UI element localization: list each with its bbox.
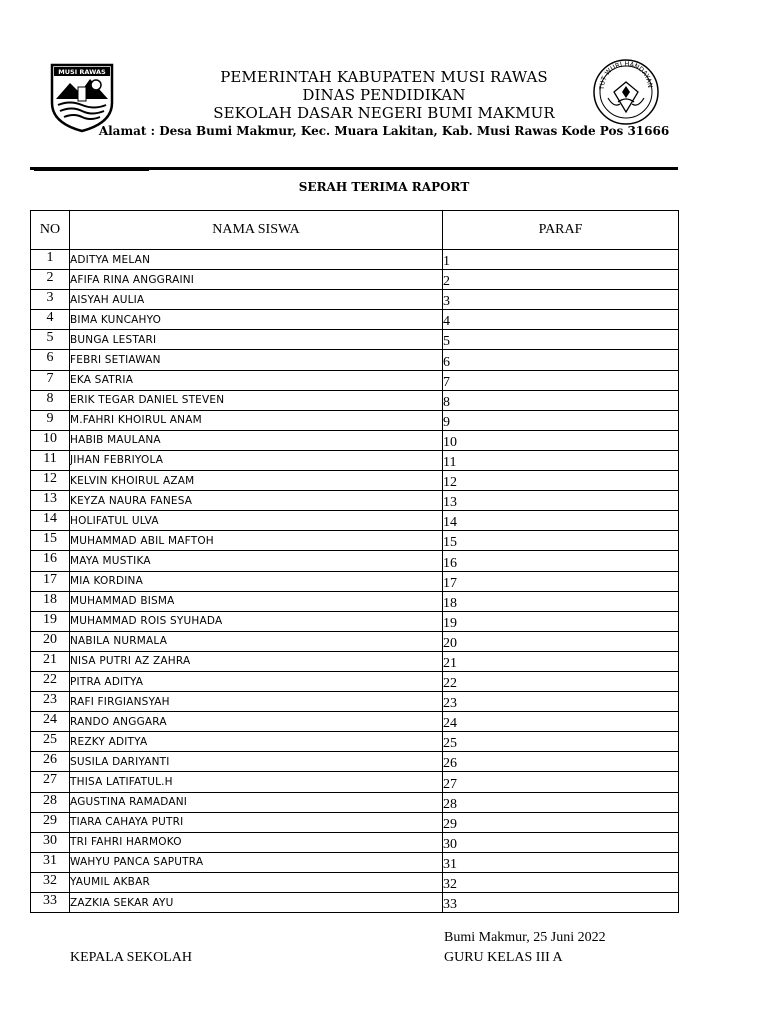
- student-name-cell: ERIK TEGAR DANIEL STEVEN: [70, 390, 443, 410]
- student-name-cell: SUSILA DARIYANTI: [70, 752, 443, 772]
- student-name-cell: WAHYU PANCA SAPUTRA: [70, 852, 443, 872]
- row-number-cell: 15: [31, 531, 70, 551]
- school-title: SEKOLAH DASAR NEGERI BUMI MAKMUR: [213, 104, 555, 122]
- government-title: PEMERINTAH KABUPATEN MUSI RAWAS: [220, 68, 548, 86]
- table-row: [31, 752, 679, 772]
- table-row: [31, 852, 679, 872]
- table-row: [31, 290, 679, 310]
- signature-cell: 21: [443, 651, 679, 671]
- signature-cell: 3: [443, 290, 679, 310]
- row-number-cell: 2: [31, 270, 70, 290]
- signature-cell: 6: [443, 350, 679, 370]
- student-name-cell: ZAZKIA SEKAR AYU: [70, 893, 443, 913]
- student-name-cell: NABILA NURMALA: [70, 631, 443, 651]
- row-number-cell: 4: [31, 310, 70, 330]
- table-row: [31, 511, 679, 531]
- table-row: [31, 410, 679, 430]
- signature-cell: 30: [443, 832, 679, 852]
- row-number-cell: 13: [31, 491, 70, 511]
- student-name-cell: KEYZA NAURA FANESA: [70, 491, 443, 511]
- row-number-cell: 24: [31, 712, 70, 732]
- student-name-cell: AFIFA RINA ANGGRAINI: [70, 270, 443, 290]
- signature-cell: 27: [443, 772, 679, 792]
- signature-cell: 17: [443, 571, 679, 591]
- student-roster-table: [30, 210, 679, 913]
- row-number-cell: 30: [31, 832, 70, 852]
- row-number-cell: 27: [31, 772, 70, 792]
- signature-cell: 29: [443, 812, 679, 832]
- table-row: [31, 450, 679, 470]
- student-name-cell: MUHAMMAD BISMA: [70, 591, 443, 611]
- table-row: [31, 551, 679, 571]
- table-row: [31, 631, 679, 651]
- signature-cell: 31: [443, 852, 679, 872]
- table-row: [31, 611, 679, 631]
- signature-cell: 10: [443, 430, 679, 450]
- row-number-cell: 6: [31, 350, 70, 370]
- row-number-cell: 11: [31, 450, 70, 470]
- table-row: [31, 370, 679, 390]
- row-number-cell: 22: [31, 671, 70, 691]
- student-name-cell: MUHAMMAD ROIS SYUHADA: [70, 611, 443, 631]
- student-name-cell: AGUSTINA RAMADANI: [70, 792, 443, 812]
- table-row: [31, 692, 679, 712]
- student-name-cell: NISA PUTRI AZ ZAHRA: [70, 651, 443, 671]
- row-number-cell: 5: [31, 330, 70, 350]
- roster-body: [31, 250, 679, 913]
- table-row: [31, 471, 679, 491]
- row-number-cell: 1: [31, 250, 70, 270]
- row-number-cell: 19: [31, 611, 70, 631]
- student-name-cell: RANDO ANGGARA: [70, 712, 443, 732]
- student-name-cell: BUNGA LESTARI: [70, 330, 443, 350]
- signature-cell: 32: [443, 872, 679, 892]
- student-name-cell: EKA SATRIA: [70, 370, 443, 390]
- signature-cell: 24: [443, 712, 679, 732]
- signature-cell: 12: [443, 471, 679, 491]
- signature-cell: 25: [443, 732, 679, 752]
- signature-cell: 19: [443, 611, 679, 631]
- row-number-cell: 31: [31, 852, 70, 872]
- row-number-cell: 21: [31, 651, 70, 671]
- student-name-cell: M.FAHRI KHOIRUL ANAM: [70, 410, 443, 430]
- signature-cell: 26: [443, 752, 679, 772]
- table-row: [31, 792, 679, 812]
- signature-cell: 5: [443, 330, 679, 350]
- row-number-cell: 33: [31, 893, 70, 913]
- student-name-cell: HABIB MAULANA: [70, 430, 443, 450]
- signature-cell: 18: [443, 591, 679, 611]
- table-row: [31, 651, 679, 671]
- row-number-cell: 20: [31, 631, 70, 651]
- row-number-cell: 3: [31, 290, 70, 310]
- table-row: [31, 671, 679, 691]
- row-number-cell: 9: [31, 410, 70, 430]
- student-name-cell: TIARA CAHAYA PUTRI: [70, 812, 443, 832]
- row-number-cell: 7: [31, 370, 70, 390]
- table-row: [31, 350, 679, 370]
- signature-cell: 9: [443, 410, 679, 430]
- student-name-cell: HOLIFATUL ULVA: [70, 511, 443, 531]
- row-number-cell: 29: [31, 812, 70, 832]
- signature-cell: 28: [443, 792, 679, 812]
- letterhead: [0, 68, 768, 138]
- student-name-cell: REZKY ADITYA: [70, 732, 443, 752]
- student-name-cell: FEBRI SETIAWAN: [70, 350, 443, 370]
- column-header-paraf: PARAF: [443, 211, 679, 250]
- table-row: [31, 893, 679, 913]
- department-title: DINAS PENDIDIKAN: [302, 86, 466, 104]
- signature-cell: 20: [443, 631, 679, 651]
- table-row: [31, 330, 679, 350]
- student-name-cell: RAFI FIRGIANSYAH: [70, 692, 443, 712]
- table-row: [31, 832, 679, 852]
- table-row: [31, 430, 679, 450]
- table-header-row: [31, 211, 679, 250]
- signature-cell: 7: [443, 370, 679, 390]
- school-address: Alamat : Desa Bumi Makmur, Kec. Muara Lakitan, Kab. Musi Rawas Kode Pos 31666: [98, 124, 670, 138]
- column-header-no: NO: [31, 211, 70, 250]
- student-name-cell: BIMA KUNCAHYO: [70, 310, 443, 330]
- student-name-cell: MUHAMMAD ABIL MAFTOH: [70, 531, 443, 551]
- column-header-name: NAMA SISWA: [70, 211, 443, 250]
- table-row: [31, 872, 679, 892]
- table-row: [31, 712, 679, 732]
- row-number-cell: 18: [31, 591, 70, 611]
- signature-cell: 14: [443, 511, 679, 531]
- student-name-cell: MAYA MUSTIKA: [70, 551, 443, 571]
- table-row: [31, 491, 679, 511]
- table-row: [31, 772, 679, 792]
- svg-text:MUSI RAWAS: MUSI RAWAS: [58, 68, 106, 76]
- table-row: [31, 732, 679, 752]
- signature-cell: 2: [443, 270, 679, 290]
- table-row: [31, 812, 679, 832]
- letterhead-divider-accent: [34, 168, 149, 171]
- signature-cell: 4: [443, 310, 679, 330]
- student-name-cell: JIHAN FEBRIYOLA: [70, 450, 443, 470]
- document-title: SERAH TERIMA RAPORT: [298, 180, 470, 194]
- svg-text:TUT WURI HANDAYANI: TUT WURI HANDAYAN: [597, 59, 655, 90]
- row-number-cell: 25: [31, 732, 70, 752]
- signature-cell: 23: [443, 692, 679, 712]
- signature-cell: 33: [443, 893, 679, 913]
- table-row: [31, 531, 679, 551]
- row-number-cell: 16: [31, 551, 70, 571]
- student-name-cell: TRI FAHRI HARMOKO: [70, 832, 443, 852]
- signature-cell: 16: [443, 551, 679, 571]
- signature-cell: 11: [443, 450, 679, 470]
- signature-cell: 1: [443, 250, 679, 270]
- row-number-cell: 26: [31, 752, 70, 772]
- row-number-cell: 14: [31, 511, 70, 531]
- table-row: [31, 390, 679, 410]
- row-number-cell: 32: [31, 872, 70, 892]
- student-name-cell: PITRA ADITYA: [70, 671, 443, 691]
- table-row: [31, 571, 679, 591]
- row-number-cell: 12: [31, 471, 70, 491]
- row-number-cell: 28: [31, 792, 70, 812]
- student-name-cell: KELVIN KHOIRUL AZAM: [70, 471, 443, 491]
- row-number-cell: 8: [31, 390, 70, 410]
- row-number-cell: 10: [31, 430, 70, 450]
- signature-cell: 8: [443, 390, 679, 410]
- student-name-cell: ADITYA MELAN: [70, 250, 443, 270]
- student-name-cell: YAUMIL AKBAR: [70, 872, 443, 892]
- class-teacher-signature-label: GURU KELAS III A: [444, 950, 563, 965]
- signing-place-date: Bumi Makmur, 25 Juni 2022: [444, 930, 606, 945]
- row-number-cell: 23: [31, 692, 70, 712]
- headmaster-signature-label: KEPALA SEKOLAH: [70, 950, 192, 965]
- signature-cell: 13: [443, 491, 679, 511]
- student-name-cell: AISYAH AULIA: [70, 290, 443, 310]
- signature-cell: 15: [443, 531, 679, 551]
- student-name-cell: MIA KORDINA: [70, 571, 443, 591]
- table-row: [31, 250, 679, 270]
- student-name-cell: THISA LATIFATUL.H: [70, 772, 443, 792]
- row-number-cell: 17: [31, 571, 70, 591]
- table-row: [31, 591, 679, 611]
- signature-cell: 22: [443, 671, 679, 691]
- table-row: [31, 270, 679, 290]
- table-row: [31, 310, 679, 330]
